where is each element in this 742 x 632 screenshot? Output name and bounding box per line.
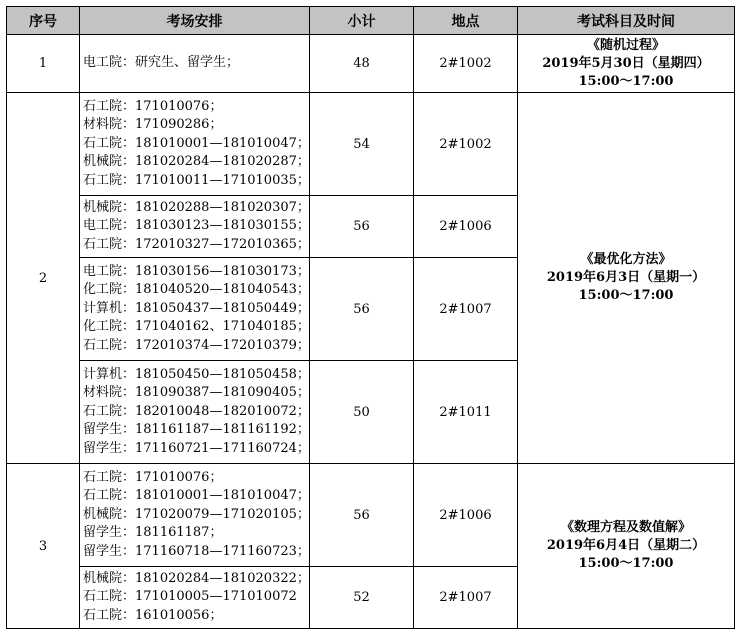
table-row bbox=[7, 35, 735, 93]
arrangement-cell bbox=[80, 258, 310, 361]
subtotal-cell: 56 bbox=[310, 464, 414, 567]
arrangement-line: 留学生：181161187； bbox=[83, 525, 223, 541]
exam-cell bbox=[518, 35, 735, 93]
location-cell: 2#1011 bbox=[414, 361, 518, 464]
subtotal-cell: 48 bbox=[310, 35, 414, 93]
subtotal-cell: 50 bbox=[310, 361, 414, 464]
arrangement-line: 石工院：181010001—181010047； bbox=[83, 135, 310, 151]
location-cell: 2#1006 bbox=[414, 196, 518, 258]
exam-time: 15:00～17:00 bbox=[578, 73, 674, 89]
arrangement-line: 电工院：181030156—181030173； bbox=[83, 263, 310, 279]
arrangement-line: 机械院：181020288—181020307； bbox=[83, 199, 310, 215]
arrangement-line: 留学生：181161187—181161192； bbox=[83, 422, 310, 438]
exam-name: 《随机过程》 bbox=[586, 37, 665, 53]
table-row bbox=[7, 93, 735, 196]
header-arrangement: 考场安排 bbox=[80, 7, 310, 35]
arrangement-line: 材料院：171090286； bbox=[83, 117, 223, 133]
arrangement-line: 机械院：171020079—171020105； bbox=[83, 506, 310, 522]
exam-name: 《数理方程及数值解》 bbox=[560, 520, 691, 535]
header-location: 地点 bbox=[414, 7, 518, 35]
arrangement-cell bbox=[80, 464, 310, 567]
subtotal-cell: 56 bbox=[310, 196, 414, 258]
arrangement-line: 石工院：172010327—172010365； bbox=[83, 236, 310, 252]
seq-cell: 3 bbox=[7, 464, 80, 629]
arrangement-cell bbox=[80, 93, 310, 196]
arrangement-line: 化工院：181040520—181040543； bbox=[83, 282, 310, 298]
arrangement-line: 材料院：181090387—181090405； bbox=[83, 385, 310, 401]
header-seq: 序号 bbox=[7, 7, 80, 35]
exam-date: 2019年6月4日（星期二） bbox=[546, 538, 706, 553]
subtotal-cell: 54 bbox=[310, 93, 414, 196]
arrangement-cell bbox=[80, 196, 310, 258]
seq-cell: 2 bbox=[7, 93, 80, 464]
header-subtotal: 小计 bbox=[310, 7, 414, 35]
exam-schedule-table bbox=[6, 6, 735, 629]
exam-cell bbox=[518, 93, 735, 464]
location-cell: 2#1007 bbox=[414, 567, 518, 629]
arrangement-line: 留学生：171160721—171160724； bbox=[83, 440, 310, 456]
header-exam: 考试科目及时间 bbox=[518, 7, 735, 35]
arrangement-line: 电工院：181030123—181030155； bbox=[83, 218, 310, 234]
arrangement-line: 石工院：171010005—171010072 bbox=[83, 589, 297, 605]
arrangement-line: 石工院：172010374—172010379； bbox=[83, 337, 310, 353]
arrangement-cell bbox=[80, 35, 310, 93]
arrangement-line: 石工院：171010076； bbox=[83, 98, 223, 114]
arrangement-cell bbox=[80, 361, 310, 464]
arrangement-line: 机械院：181020284—181020287； bbox=[83, 154, 310, 170]
header-row bbox=[7, 7, 735, 35]
table-body bbox=[7, 35, 735, 629]
arrangement-line: 电工院：研究生、留学生； bbox=[83, 55, 240, 71]
arrangement-line: 石工院：171010011—171010035； bbox=[83, 172, 310, 188]
arrangement-line: 化工院：171040162、171040185； bbox=[83, 319, 310, 335]
exam-date: 2019年6月3日（星期一） bbox=[546, 270, 706, 285]
arrangement-cell bbox=[80, 567, 310, 629]
arrangement-line: 石工院：181010001—181010047； bbox=[83, 488, 310, 504]
seq-cell: 1 bbox=[7, 35, 80, 93]
exam-cell bbox=[518, 464, 735, 629]
exam-schedule-container bbox=[6, 6, 734, 626]
arrangement-line: 计算机：181050437—181050449； bbox=[83, 300, 310, 316]
location-cell: 2#1002 bbox=[414, 35, 518, 93]
arrangement-line: 计算机：181050450—181050458； bbox=[83, 366, 310, 382]
exam-time: 15:00～17:00 bbox=[578, 556, 674, 571]
subtotal-cell: 56 bbox=[310, 258, 414, 361]
location-cell: 2#1007 bbox=[414, 258, 518, 361]
exam-name: 《最优化方法》 bbox=[580, 252, 672, 267]
arrangement-line: 石工院：171010076； bbox=[83, 469, 223, 485]
arrangement-line: 石工院：161010056； bbox=[83, 607, 223, 623]
table-row bbox=[7, 464, 735, 567]
subtotal-cell: 52 bbox=[310, 567, 414, 629]
location-cell: 2#1006 bbox=[414, 464, 518, 567]
exam-time: 15:00～17:00 bbox=[578, 288, 674, 303]
arrangement-line: 留学生：171160718—171160723； bbox=[83, 543, 310, 559]
arrangement-line: 石工院：182010048—182010072； bbox=[83, 403, 310, 419]
exam-date: 2019年5月30日（星期四） bbox=[542, 55, 710, 71]
location-cell: 2#1002 bbox=[414, 93, 518, 196]
arrangement-line: 机械院：181020284—181020322； bbox=[83, 570, 310, 586]
